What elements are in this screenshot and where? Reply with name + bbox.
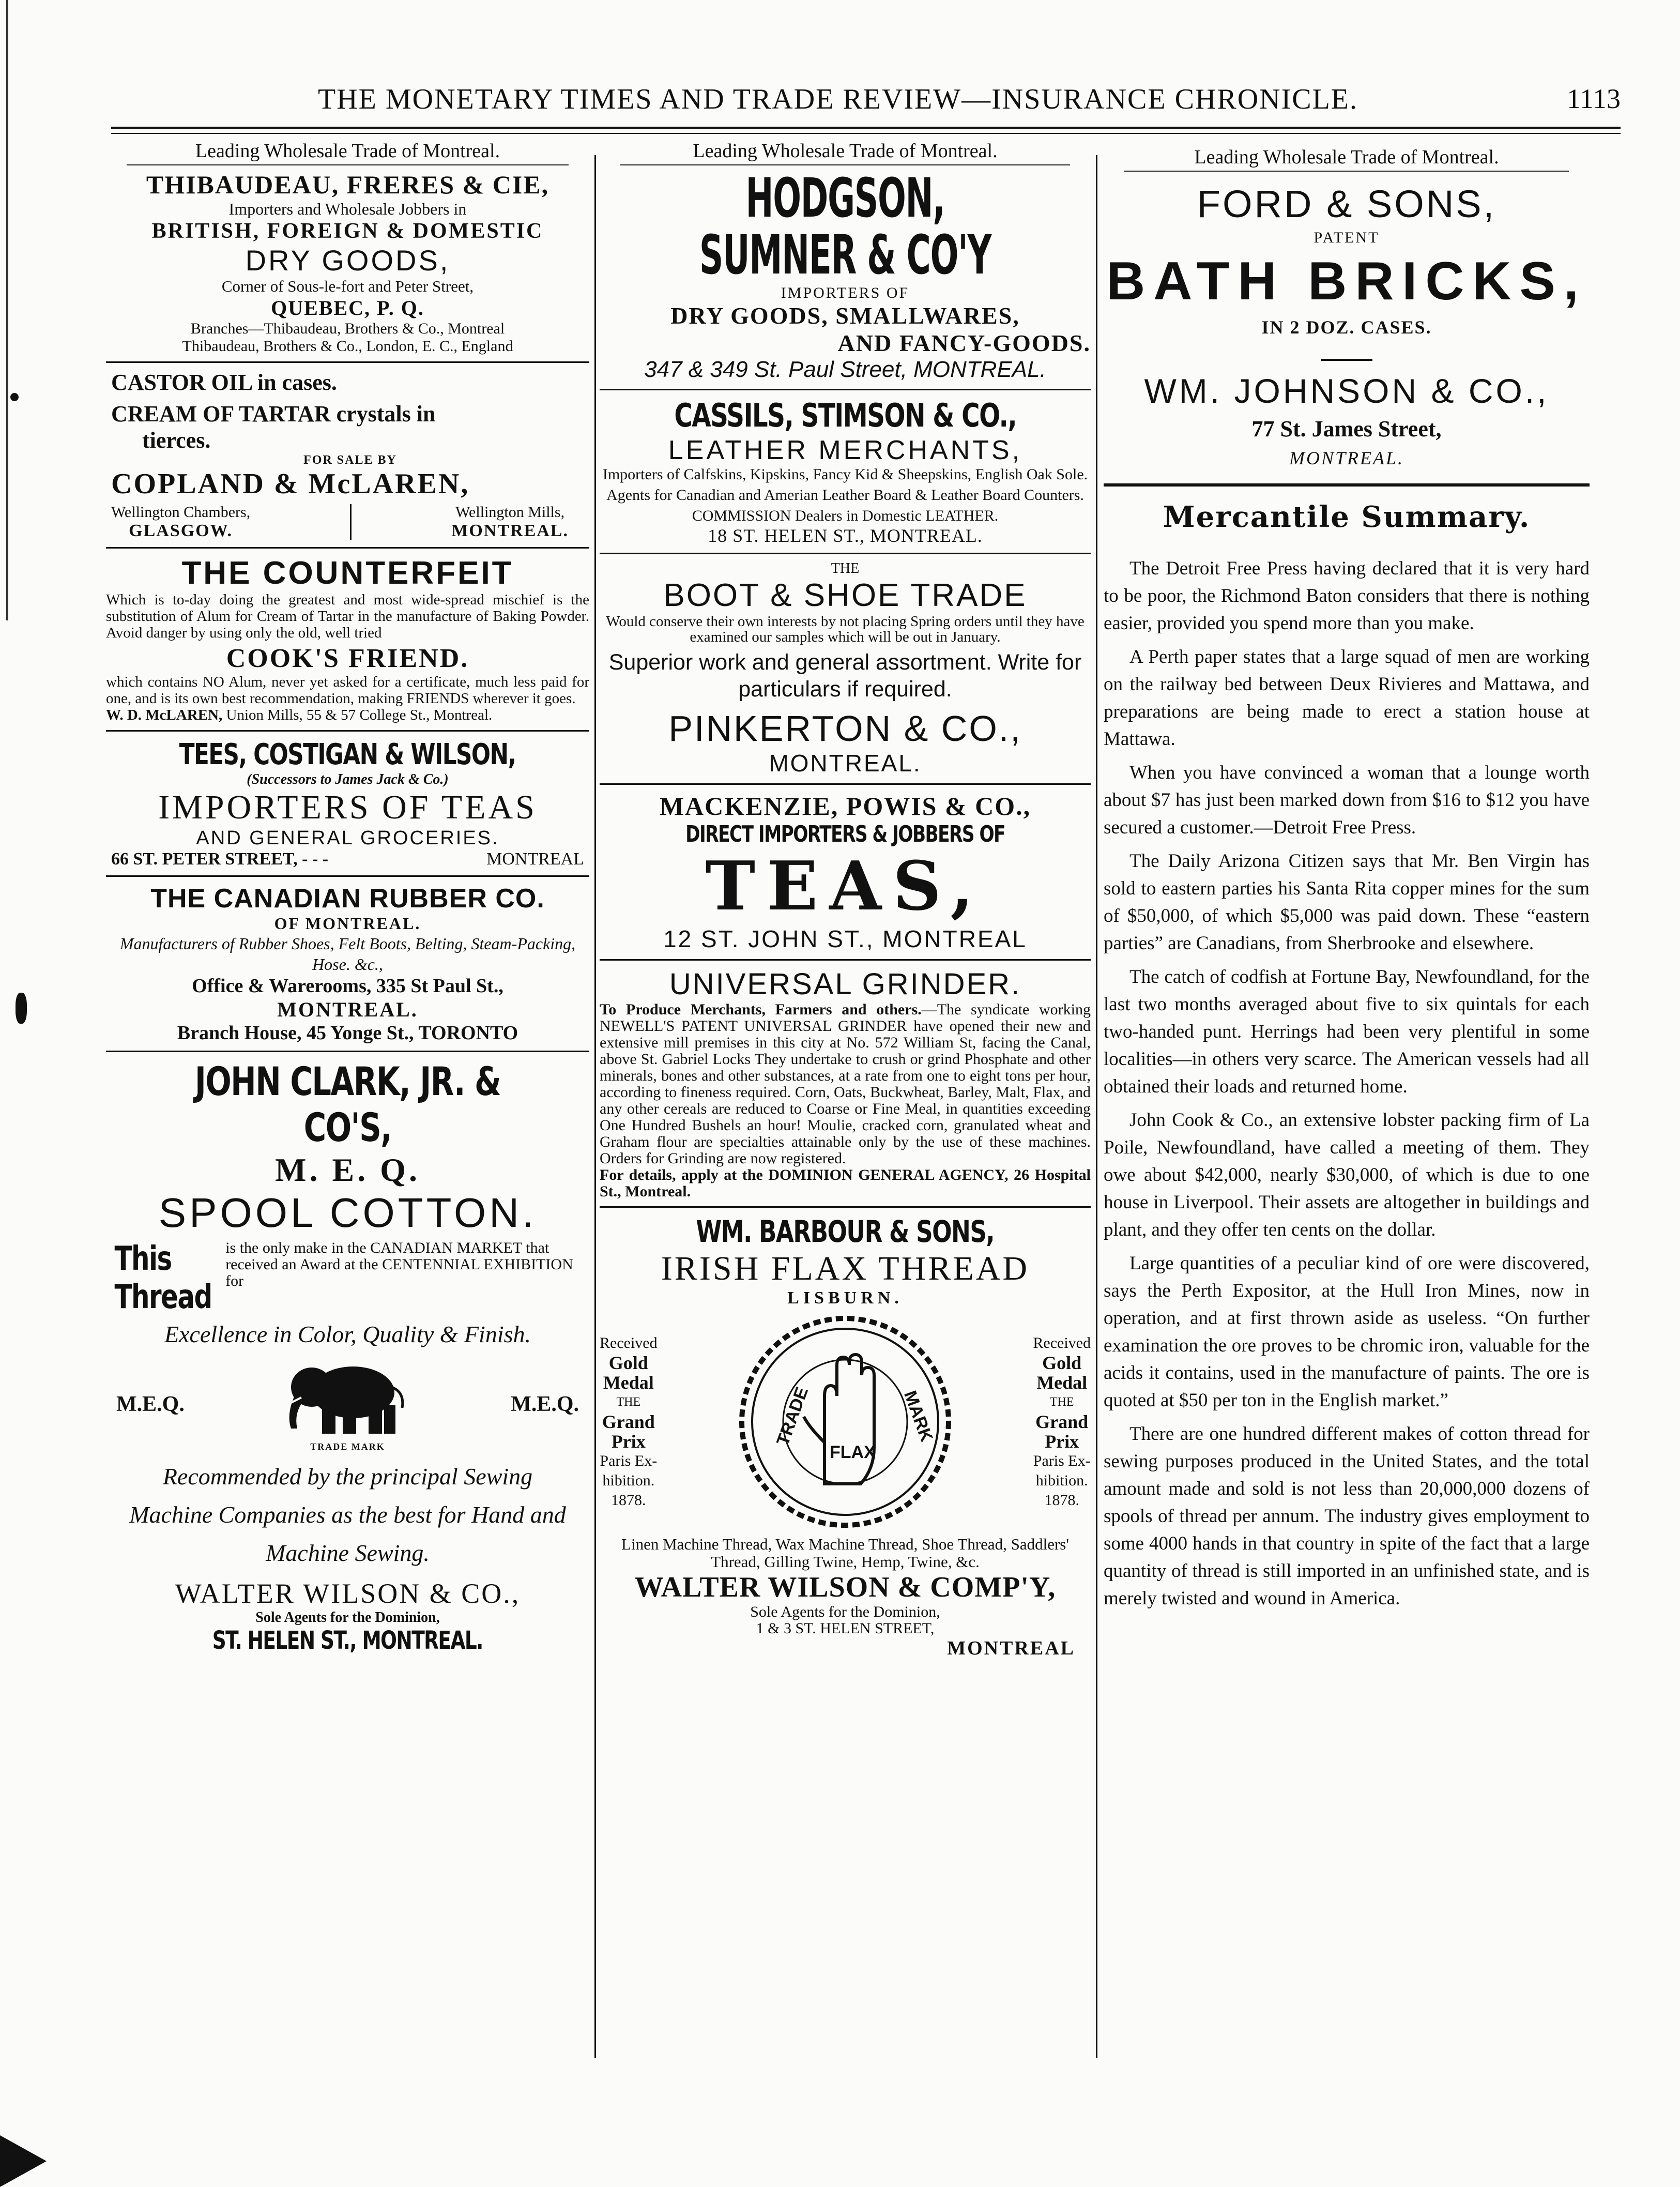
divider	[106, 730, 589, 732]
divider	[600, 389, 1091, 390]
ad-title: THE COUNTERFEIT	[181, 555, 514, 591]
ad-text: hibition.	[602, 1472, 655, 1489]
ad-text: Would conserve their own interests by not placing Spring orders until they have examined our samples which will be out in January.	[606, 613, 1085, 645]
news-paragraph: When you have convinced a woman that a lounge worth about $7 has just been marked down from $16 to $12 you have secured a customer.—Detroit Free Press.	[1104, 762, 1590, 838]
column-divider-1	[594, 155, 596, 2058]
elephant-trademark	[281, 1356, 415, 1452]
divider	[600, 1206, 1091, 1208]
ad-title: TEES, COSTIGAN & WILSON,	[179, 738, 516, 771]
ad-text: Importers and Wholesale Jobbers in	[228, 200, 467, 218]
news-paragraph: Large quantities of a peculiar kind of ore were discovered, says the Perth Expositor, at the Hull Iron Mines, now in operation, and at first thrown aside as useless. “On further examination the ore proves to be chromic iron, valuable for the acids it contains, used in the manufacture of paints. The ore is quoted at $50 per ton in the English market.”	[1104, 1253, 1590, 1411]
ad-text: Linen Machine Thread, Wax Machine Thread, Shoe Thread, Saddlers' Thread, Gilling Twine, Hemp, Twine, &c.	[621, 1535, 1069, 1571]
ad-text: PATENT	[1314, 229, 1380, 246]
ad-hodgson	[600, 140, 1091, 383]
ad-text: Grand	[1035, 1411, 1089, 1432]
ad-title: HODGSON, SUMNER & CO'Y	[699, 166, 991, 286]
ad-text: Recommended by the principal Sewing Machine Companies as the best for Hand and Machine Sewing.	[129, 1463, 566, 1566]
ad-title: WM. JOHNSON & CO.,	[1144, 372, 1549, 410]
ad-title: BOOT & SHOE TRADE	[663, 578, 1027, 613]
news-paragraph: The catch of codfish at Fortune Bay, Newfoundland, for the last two months averaged about five to six quintals for each two-handed punt. Herrings had been very plentiful in some localities—in others very scarce. The American vessels had all obtained their loads and returned home.	[1104, 966, 1590, 1097]
column-2	[600, 140, 1091, 1660]
ad-text: M. E. Q.	[275, 1151, 420, 1188]
medal-row	[600, 1313, 1091, 1530]
seal-text: TRADE	[773, 1384, 812, 1448]
ad-tees	[106, 738, 589, 869]
seal-text: FLAX	[830, 1442, 876, 1462]
ad-cassils	[600, 397, 1091, 546]
ad-text: which contains NO Alum, never yet asked for a certificate, much less paid for one, and is its own best recommendation, making FRIENDS wherever it goes.	[106, 674, 589, 707]
ad-text: THE	[1049, 1395, 1074, 1409]
ad-text: Branches—Thibaudeau, Brothers & Co., Montreal	[190, 320, 505, 337]
short-rule	[1321, 359, 1372, 361]
medal-left	[600, 1333, 658, 1510]
ad-title: MACKENZIE, POWIS & CO.,	[659, 792, 1031, 821]
ad-title: SPOOL COTTON.	[158, 1190, 537, 1236]
ad-text: 18 ST. HELEN ST., MONTREAL.	[708, 525, 983, 546]
ad-text: IMPORTERS OF TEAS	[158, 788, 537, 826]
ad-text: ST. HELEN ST., MONTREAL.	[212, 1626, 483, 1655]
ad-text: Received	[1033, 1334, 1091, 1351]
ad-text: AND FANCY-GOODS.	[837, 330, 1091, 356]
ad-text: IRISH FLAX THREAD	[661, 1250, 1030, 1287]
section-label: Leading Wholesale Trade of Montreal.	[127, 140, 569, 165]
copland-addresses	[111, 504, 589, 541]
ad-text: CREAM OF TARTAR crystals in	[111, 401, 436, 427]
ad-text: DRY GOODS, SMALLWARES,	[670, 302, 1020, 329]
ad-text: M.E.Q.	[116, 1392, 185, 1416]
ad-text: Prix	[1045, 1431, 1079, 1452]
ad-text: AND GENERAL GROCERIES.	[196, 827, 499, 849]
ad-text: Prix	[611, 1431, 646, 1452]
section-label: Leading Wholesale Trade of Montreal.	[620, 140, 1070, 165]
divider	[106, 547, 589, 549]
ad-text: MONTREAL.	[277, 998, 418, 1021]
ad-text: IN 2 DOZ. CASES.	[1261, 317, 1432, 338]
seal-text: MARK	[900, 1388, 937, 1445]
ad-text: Excellence in Color, Quality & Finish.	[164, 1321, 531, 1347]
ink-speck	[10, 393, 19, 401]
mercantile-summary	[1104, 500, 1590, 1612]
ad-text: MONTREAL.	[769, 750, 922, 777]
ad-text: DRY GOODS,	[245, 244, 450, 277]
ad-text: Union Mills, 55 & 57 College St., Montreal.	[226, 707, 493, 723]
publication-title: THE MONETARY TIMES AND TRADE REVIEW—INSURANCE CHRONICLE.	[318, 83, 1358, 115]
ad-text: 1 & 3 ST. HELEN STREET,	[756, 1620, 935, 1637]
section-label: Leading Wholesale Trade of Montreal.	[1124, 146, 1569, 172]
ad-text: FOR SALE BY	[303, 453, 397, 467]
ad-text: 12 ST. JOHN ST., MONTREAL	[663, 925, 1027, 952]
ad-text: Grand	[602, 1411, 655, 1432]
ad-counterfeit	[106, 555, 589, 724]
ad-text: 66 ST. PETER STREET, - - -	[111, 849, 329, 869]
ad-text: MONTREAL.	[451, 521, 569, 540]
ad-text: Received	[600, 1334, 658, 1351]
scan-edge-mark	[6, 0, 12, 620]
ad-text: Corner of Sous-le-fort and Peter Street,	[221, 277, 474, 295]
ad-text: For details, apply at the DOMINION GENERAL AGENCY, 26 Hospital St., Montreal.	[600, 1166, 1091, 1200]
news-paragraph: The Daily Arizona Citizen says that Mr. Ben Virgin has sold to eastern parties his Santa Rita copper mines for the sum of $50,000, of which $5,000 was paid down. These “eastern parties” are Canadians, from Sherbrooke and elsewhere.	[1104, 850, 1590, 954]
column-divider-2	[1096, 155, 1097, 2058]
ad-title: WALTER WILSON & COMP'Y,	[634, 1571, 1056, 1603]
column-3	[1104, 140, 1590, 1618]
ad-thibaudeau	[106, 140, 589, 355]
divider	[600, 553, 1091, 554]
ad-text: QUEBEC, P. Q.	[271, 296, 424, 320]
header-rule	[111, 127, 1621, 129]
ad-canadian-rubber	[106, 883, 589, 1044]
ad-barbour	[600, 1214, 1091, 1660]
trademark-label: TRADE MARK	[310, 1441, 385, 1452]
section-title: Mercantile Summary.	[1163, 500, 1531, 534]
ad-text: 347 & 349 St. Paul Street, MONTREAL.	[644, 357, 1046, 382]
ad-text: This Thread	[114, 1240, 212, 1316]
news-paragraph: There are one hundred different makes of cotton thread for sewing purposes produced in the United States, and the total amount made and sold is not less than 20,000,000 dozens of spools of thread per annum. The industry gives employment to some 4000 hands in that country in spite of the fact that a large quantity of thread is still imported in an unfinished state, and is merely twisted and wound in America.	[1104, 1423, 1590, 1609]
ad-text: Medal	[1036, 1372, 1088, 1393]
ad-text: THE	[616, 1395, 641, 1409]
ad-text: LEATHER MERCHANTS,	[668, 435, 1022, 465]
ad-boot-shoe	[600, 560, 1091, 777]
ad-title: COOK'S FRIEND.	[226, 644, 469, 673]
ad-text: 77 St. James Street,	[1251, 416, 1442, 442]
ad-text: Office & Warerooms, 335 St Paul St.,	[192, 975, 503, 997]
ad-text: Importers of Calfskins, Kipskins, Fancy Kid & Sheepskins, English Oak Sole.	[602, 466, 1088, 483]
ad-title: JOHN CLARK, JR. & CO'S,	[194, 1058, 501, 1150]
ad-text: GLASGOW.	[129, 521, 233, 540]
ad-text: Manufacturers of Rubber Shoes, Felt Boots, Belting, Steam-Packing, Hose. &c.,	[119, 934, 576, 974]
ad-title: CASSILS, STIMSON & CO.,	[674, 397, 1016, 434]
ad-copland	[106, 369, 589, 541]
ad-text: Sole Agents for the Dominion,	[750, 1603, 940, 1620]
divider	[1104, 483, 1590, 487]
ad-text: To Produce Merchants, Farmers and others.	[600, 1001, 922, 1018]
ad-text: hibition.	[1035, 1472, 1088, 1489]
ad-text: —The syndicate working NEWELL'S PATENT UNIVERSAL GRINDER have opened their new and extensive mill premises in this city at No. 572 William St, facing the Canal, above St. Gabriel Locks They undertake to crush or grind Phosphate and other minerals, bones and other substances, at a rate from one to eight tons per hour, according to fineness required. Corn, Oats, Buckwheat, Barley, Malt, Flax, and any other cereals are reduced to Coarse or Fine Meal, in quantities exceeding One Hundred Bushels an hour! Moulie, cracked corn, granulated wheat and Graham flour are specialties attainable only by the use of these machines. Orders for Grinding are now registered.	[600, 1001, 1091, 1167]
ink-speck	[16, 993, 27, 1024]
divider	[350, 504, 352, 540]
ad-text: Superior work and general assortment. Write for particulars if required.	[608, 650, 1082, 702]
ad-text: OF MONTREAL.	[274, 914, 421, 933]
ad-text: MONTREAL	[486, 849, 584, 869]
ad-universal-grinder	[600, 967, 1091, 1200]
ad-text: 1878.	[1044, 1492, 1079, 1509]
ad-text: MONTREAL	[947, 1637, 1075, 1659]
ad-text: MONTREAL.	[1289, 448, 1404, 468]
ad-text: tierces.	[142, 428, 211, 453]
ad-text: Paris Ex-	[1033, 1452, 1091, 1469]
ad-text: Agents for Canadian and Amerian Leather Board & Leather Board Counters.	[606, 487, 1084, 504]
ad-text: Sole Agents for the Dominion,	[255, 1609, 440, 1626]
ad-ford-sons	[1104, 146, 1590, 469]
news-paragraph: A Perth paper states that a large squad of men are working on the railway bed between Deux Rivieres and Mattawa, and preparations are being made to erect a station house at Mattawa.	[1104, 646, 1590, 750]
divider	[106, 1051, 589, 1052]
page-header	[111, 83, 1621, 124]
ad-text: Gold	[1042, 1353, 1082, 1373]
ad-text: Paris Ex-	[600, 1452, 658, 1469]
ad-title: THE CANADIAN RUBBER CO.	[150, 884, 545, 914]
ad-text: Wellington Mills,	[455, 504, 565, 521]
ad-mackenzie	[600, 791, 1091, 953]
ad-title: FORD & SONS,	[1197, 183, 1496, 225]
ad-text: CASTOR OIL in cases.	[111, 370, 337, 395]
hand-seal	[737, 1313, 954, 1530]
ad-text: LISBURN.	[787, 1288, 903, 1308]
divider	[600, 959, 1091, 961]
tees-address	[106, 849, 589, 869]
elephant-icon	[281, 1356, 415, 1439]
column-1	[106, 140, 589, 1655]
thread-claim	[106, 1240, 589, 1316]
news-paragraph: The Detroit Free Press having declared that it is very hard to be poor, the Richmond Baton considers that there is nothing easier, provided you spend more than you make.	[1104, 558, 1590, 634]
ad-text: W. D. McLAREN,	[106, 707, 223, 723]
ad-text: is the only make in the CANADIAN MARKET that received an Award at the CENTENNIAL EXHIBITION for	[225, 1239, 573, 1289]
medal-right	[1033, 1333, 1091, 1510]
page-number: 1113	[1567, 83, 1621, 114]
ad-title: BATH BRICKS,	[1106, 251, 1587, 311]
ad-text: IMPORTERS OF	[781, 284, 910, 301]
ad-text: DIRECT IMPORTERS & JOBBERS OF	[685, 821, 1005, 847]
ad-text: Branch House, 45 Yonge St., TORONTO	[177, 1022, 518, 1044]
ad-title: THIBAUDEAU, FRERES & CIE,	[146, 170, 549, 199]
ad-text: Thibaudeau, Brothers & Co., London, E. C., England	[182, 338, 513, 355]
ad-text: M.E.Q.	[511, 1392, 579, 1416]
divider	[106, 875, 589, 877]
ad-title: COPLAND & McLAREN,	[111, 468, 470, 500]
ad-title: WALTER WILSON & CO.,	[175, 1578, 521, 1609]
ad-title: WM. BARBOUR & SONS,	[696, 1214, 995, 1249]
ad-title: UNIVERSAL GRINDER.	[669, 967, 1021, 1001]
trademark-row	[116, 1356, 579, 1452]
scan-corner-mark	[0, 2135, 47, 2187]
divider	[600, 783, 1091, 785]
ad-text: Medal	[603, 1372, 654, 1393]
news-paragraph: John Cook & Co., an extensive lobster packing firm of La Poile, Newfoundland, have called a meeting of them. They owe about $42,000, nearly $30,000, of which is due to one house in Liverpool. Their assets are altogether in buildings and plant, and they offer ten cents on the dollar.	[1104, 1110, 1590, 1240]
ad-text: THE	[831, 560, 860, 576]
divider	[106, 361, 589, 363]
header-rule-thin	[111, 133, 1621, 134]
ad-text: (Successors to James Jack & Co.)	[247, 771, 449, 787]
ad-text: Which is to-day doing the greatest and most wide-spread mischief is the substitution of Alum for Cream of Tartar in the manufacture of Baking Powder. Avoid danger by using only the old, well tried	[106, 591, 589, 641]
ad-text: COMMISSION Dealers in Domestic LEATHER.	[692, 507, 999, 524]
ad-title: TEAS,	[705, 846, 985, 925]
ad-john-clark	[106, 1058, 589, 1655]
ad-text: Wellington Chambers,	[111, 504, 251, 521]
ad-text: BRITISH, FOREIGN & DOMESTIC	[151, 219, 544, 243]
ad-text: 1878.	[611, 1492, 646, 1509]
ad-title: PINKERTON & CO.,	[668, 708, 1022, 749]
ad-text: Gold	[608, 1353, 648, 1373]
